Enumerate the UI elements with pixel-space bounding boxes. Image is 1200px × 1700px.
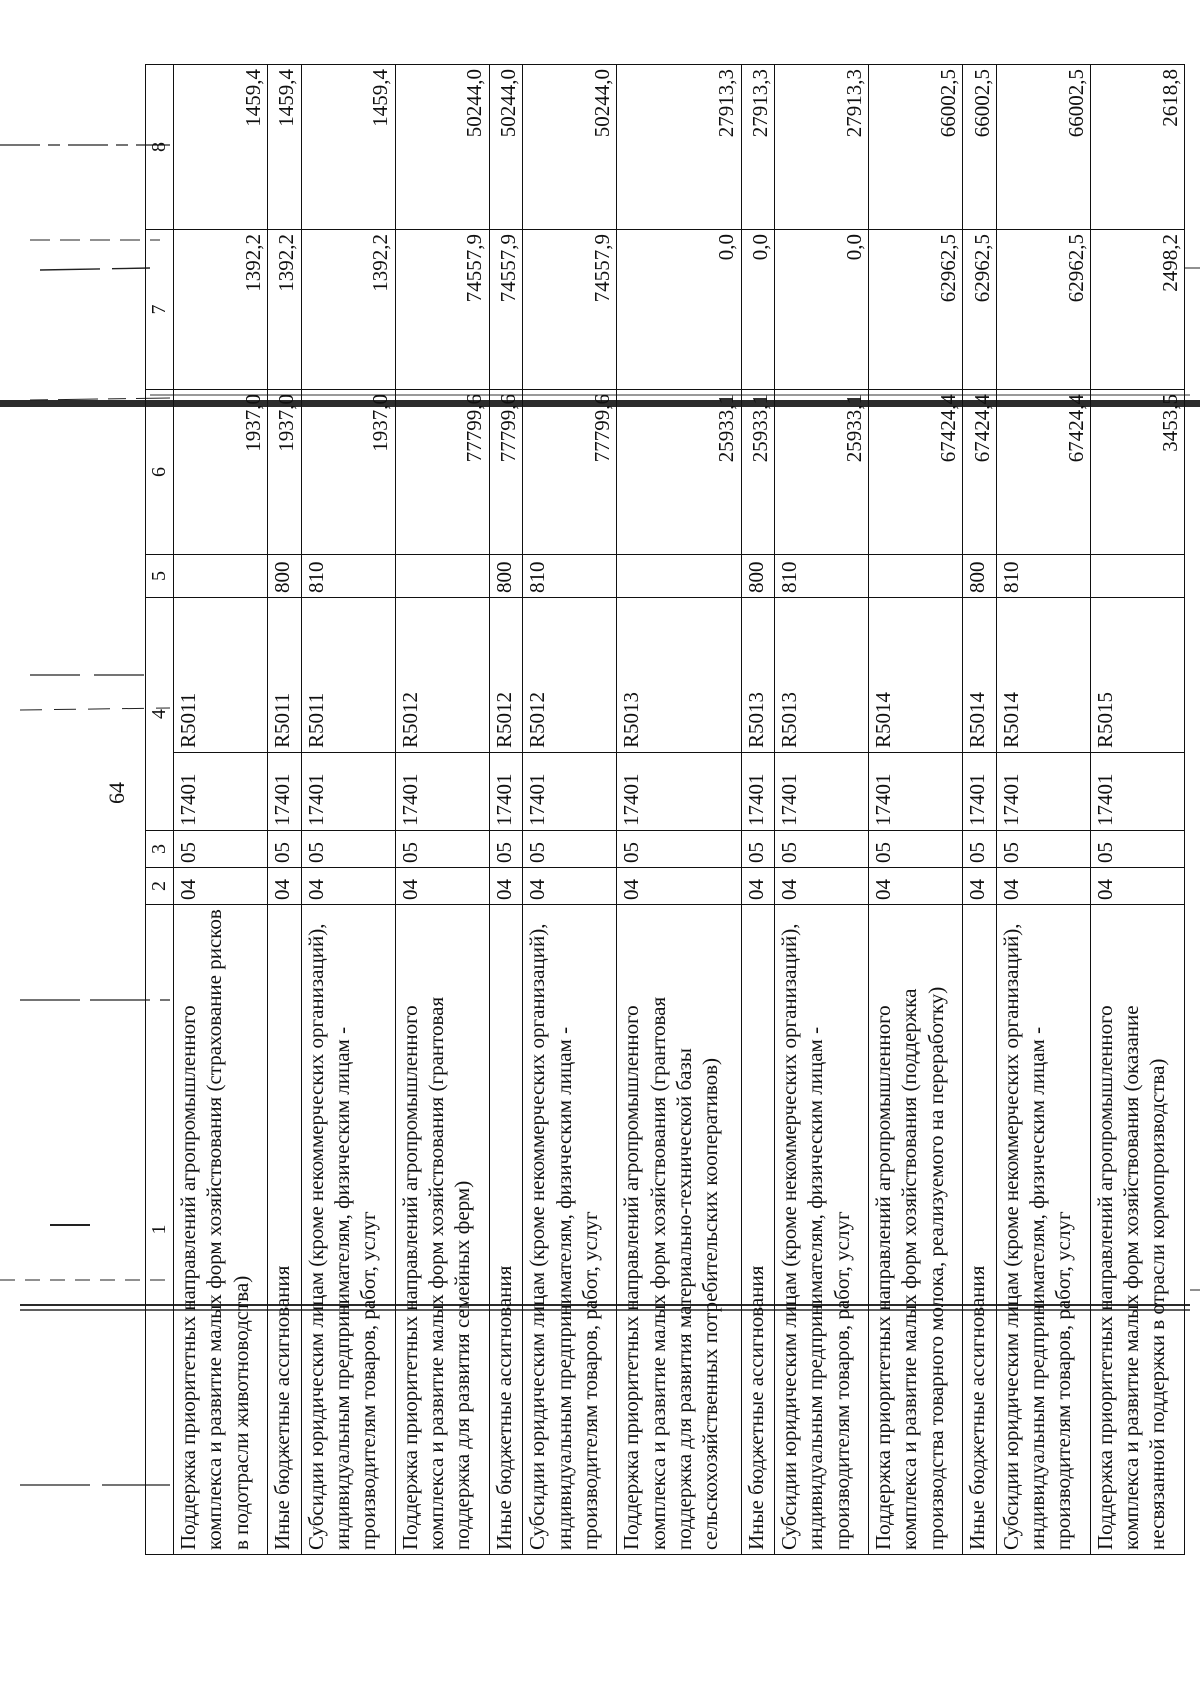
row-amount-col8-cell: 50244,0 [523, 65, 617, 230]
row-amount-col7-cell: 1392,2 [301, 230, 395, 390]
row-program-code-cell: 17401 [301, 753, 395, 831]
row-subsection-cell: 05 [869, 831, 963, 868]
row-amount-col6-cell: 25933,1 [741, 390, 775, 555]
row-subsection-cell: 05 [775, 831, 869, 868]
row-name-cell: Иные бюджетные ассигнования [741, 905, 775, 1555]
row-expense-type-cell [174, 555, 268, 598]
row-direction-code-cell: R5015 [1090, 598, 1184, 753]
row-direction-code-cell: R5014 [996, 598, 1090, 753]
row-section-cell: 04 [395, 868, 489, 905]
row-amount-col7-cell: 62962,5 [963, 230, 997, 390]
row-amount-col7-cell: 74557,9 [523, 230, 617, 390]
row-amount-col8-cell: 27913,3 [741, 65, 775, 230]
row-section-cell: 04 [963, 868, 997, 905]
row-amount-col6-cell: 77799,6 [523, 390, 617, 555]
row-amount-col8-cell: 66002,5 [869, 65, 963, 230]
row-amount-col6-cell: 25933,1 [617, 390, 741, 555]
row-subsection-cell: 05 [996, 831, 1090, 868]
row-direction-code-cell: R5012 [395, 598, 489, 753]
row-expense-type-cell: 800 [489, 555, 523, 598]
row-name-cell: Субсидии юридическим лицам (кроме некоммерческих организаций), индивидуальным предпринимателям, физическим лицам - производителям товаров, работ, услуг [996, 905, 1090, 1555]
row-program-code-cell: 17401 [523, 753, 617, 831]
row-name-cell: Иные бюджетные ассигнования [963, 905, 997, 1555]
row-amount-col8-cell: 27913,3 [775, 65, 869, 230]
row-expense-type-cell: 800 [741, 555, 775, 598]
row-subsection-cell: 05 [1090, 831, 1184, 868]
row-name-cell: Субсидии юридическим лицам (кроме некоммерческих организаций), индивидуальным предпринимателям, физическим лицам - производителям товаров, работ, услуг [523, 905, 617, 1555]
row-direction-code-cell: R5013 [617, 598, 741, 753]
table-row [1090, 65, 1184, 1555]
rotated-table [145, 65, 1185, 1555]
row-amount-col6-cell: 3453,5 [1090, 390, 1184, 555]
row-amount-col6-cell: 67424,4 [996, 390, 1090, 555]
column-header-2: 2 [146, 868, 174, 905]
row-amount-col7-cell: 0,0 [617, 230, 741, 390]
column-header-7: 7 [146, 230, 174, 390]
row-section-cell: 04 [301, 868, 395, 905]
table-row [741, 65, 775, 1555]
table-row [963, 65, 997, 1555]
row-name-cell: Поддержка приоритетных направлений агропромышленного комплекса и развитие малых форм хозяйствования (страхование рисков в подотрасли животноводства) [174, 905, 268, 1555]
table-row [617, 65, 741, 1555]
row-amount-col6-cell: 77799,6 [395, 390, 489, 555]
row-amount-col7-cell: 2498,2 [1090, 230, 1184, 390]
budget-table [145, 64, 1185, 1555]
row-program-code-cell: 17401 [268, 753, 302, 831]
row-expense-type-cell: 800 [963, 555, 997, 598]
row-name-cell: Иные бюджетные ассигнования [489, 905, 523, 1555]
row-direction-code-cell: R5011 [268, 598, 302, 753]
row-program-code-cell: 17401 [775, 753, 869, 831]
table-row [996, 65, 1090, 1555]
row-section-cell: 04 [617, 868, 741, 905]
column-header-5: 5 [146, 555, 174, 598]
row-subsection-cell: 05 [741, 831, 775, 868]
row-expense-type-cell [1090, 555, 1184, 598]
row-amount-col7-cell: 1392,2 [268, 230, 302, 390]
row-name-cell: Поддержка приоритетных направлений агропромышленного комплекса и развитие малых форм хозяйствования (грантовая поддержка для развития семейных ферм) [395, 905, 489, 1555]
row-amount-col7-cell: 62962,5 [869, 230, 963, 390]
column-header-8: 8 [146, 65, 174, 230]
row-program-code-cell: 17401 [963, 753, 997, 831]
table-row [395, 65, 489, 1555]
row-amount-col6-cell: 77799,6 [489, 390, 523, 555]
column-header-1: 1 [146, 905, 174, 1555]
row-name-cell: Иные бюджетные ассигнования [268, 905, 302, 1555]
row-amount-col7-cell: 1392,2 [174, 230, 268, 390]
row-program-code-cell: 17401 [617, 753, 741, 831]
row-subsection-cell: 05 [489, 831, 523, 868]
row-direction-code-cell: R5011 [301, 598, 395, 753]
row-expense-type-cell [395, 555, 489, 598]
row-subsection-cell: 05 [395, 831, 489, 868]
row-expense-type-cell [869, 555, 963, 598]
row-amount-col8-cell: 50244,0 [395, 65, 489, 230]
row-direction-code-cell: R5014 [869, 598, 963, 753]
row-amount-col6-cell: 25933,1 [775, 390, 869, 555]
row-amount-col7-cell: 74557,9 [395, 230, 489, 390]
table-row [775, 65, 869, 1555]
table-row [869, 65, 963, 1555]
row-direction-code-cell: R5013 [741, 598, 775, 753]
row-direction-code-cell: R5013 [775, 598, 869, 753]
row-section-cell: 04 [775, 868, 869, 905]
row-section-cell: 04 [489, 868, 523, 905]
budget-table-container [145, 65, 1185, 1555]
row-amount-col8-cell: 66002,5 [996, 65, 1090, 230]
row-section-cell: 04 [1090, 868, 1184, 905]
row-section-cell: 04 [268, 868, 302, 905]
row-amount-col6-cell: 1937,0 [174, 390, 268, 555]
row-name-cell: Субсидии юридическим лицам (кроме некоммерческих организаций), индивидуальным предпринимателям, физическим лицам - производителям товаров, работ, услуг [775, 905, 869, 1555]
row-expense-type-cell: 810 [301, 555, 395, 598]
row-name-cell: Поддержка приоритетных направлений агропромышленного комплекса и развитие малых форм хозяйствования (оказание несвязанной поддержки в отрасли кормопроизводства) [1090, 905, 1184, 1555]
row-name-cell: Субсидии юридическим лицам (кроме некоммерческих организаций), индивидуальным предпринимателям, физическим лицам - производителям товаров, работ, услуг [301, 905, 395, 1555]
row-subsection-cell: 05 [617, 831, 741, 868]
column-header-3: 3 [146, 831, 174, 868]
row-section-cell: 04 [174, 868, 268, 905]
row-amount-col8-cell: 50244,0 [489, 65, 523, 230]
row-amount-col7-cell: 0,0 [775, 230, 869, 390]
row-amount-col6-cell: 1937,0 [268, 390, 302, 555]
row-expense-type-cell: 810 [523, 555, 617, 598]
table-row [523, 65, 617, 1555]
row-expense-type-cell: 810 [775, 555, 869, 598]
row-section-cell: 04 [523, 868, 617, 905]
row-program-code-cell: 17401 [1090, 753, 1184, 831]
table-row [301, 65, 395, 1555]
row-direction-code-cell: R5012 [489, 598, 523, 753]
row-subsection-cell: 05 [174, 831, 268, 868]
row-section-cell: 04 [996, 868, 1090, 905]
row-direction-code-cell: R5014 [963, 598, 997, 753]
row-section-cell: 04 [741, 868, 775, 905]
row-name-cell: Поддержка приоритетных направлений агропромышленного комплекса и развитие малых форм хозяйствования (грантовая поддержка для развития материально-технической базы сельскохозяйственных потребительских кооперативов) [617, 905, 741, 1555]
page-number: 64 [104, 782, 129, 804]
table-row [268, 65, 302, 1555]
row-program-code-cell: 17401 [395, 753, 489, 831]
row-subsection-cell: 05 [963, 831, 997, 868]
table-row [489, 65, 523, 1555]
row-direction-code-cell: R5012 [523, 598, 617, 753]
row-amount-col8-cell: 2618,8 [1090, 65, 1184, 230]
row-amount-col8-cell: 66002,5 [963, 65, 997, 230]
row-subsection-cell: 05 [268, 831, 302, 868]
table-row [174, 65, 268, 1555]
row-program-code-cell: 17401 [741, 753, 775, 831]
row-amount-col6-cell: 67424,4 [869, 390, 963, 555]
row-amount-col7-cell: 0,0 [741, 230, 775, 390]
row-amount-col8-cell: 1459,4 [174, 65, 268, 230]
row-amount-col7-cell: 74557,9 [489, 230, 523, 390]
row-expense-type-cell: 810 [996, 555, 1090, 598]
row-direction-code-cell: R5011 [174, 598, 268, 753]
table-header-row [146, 65, 174, 1555]
row-program-code-cell: 17401 [489, 753, 523, 831]
row-program-code-cell: 17401 [996, 753, 1090, 831]
row-amount-col7-cell: 62962,5 [996, 230, 1090, 390]
row-amount-col6-cell: 67424,4 [963, 390, 997, 555]
column-header-4: 4 [146, 598, 174, 831]
row-amount-col8-cell: 1459,4 [268, 65, 302, 230]
row-subsection-cell: 05 [523, 831, 617, 868]
row-subsection-cell: 05 [301, 831, 395, 868]
row-amount-col6-cell: 1937,0 [301, 390, 395, 555]
row-amount-col8-cell: 1459,4 [301, 65, 395, 230]
row-amount-col8-cell: 27913,3 [617, 65, 741, 230]
row-expense-type-cell: 800 [268, 555, 302, 598]
row-program-code-cell: 17401 [174, 753, 268, 831]
row-program-code-cell: 17401 [869, 753, 963, 831]
row-section-cell: 04 [869, 868, 963, 905]
row-expense-type-cell [617, 555, 741, 598]
row-name-cell: Поддержка приоритетных направлений агропромышленного комплекса и развитие малых форм хозяйствования (поддержка производства товарного молока, реализуемого на переработку) [869, 905, 963, 1555]
column-header-6: 6 [146, 390, 174, 555]
